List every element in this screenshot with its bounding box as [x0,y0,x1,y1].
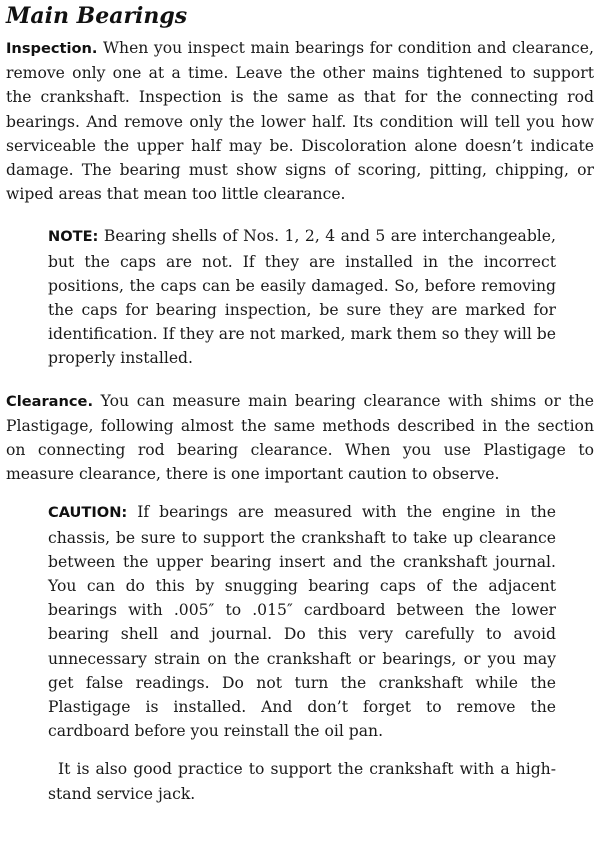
inspection-label: Inspection. [6,40,98,57]
inspection-text: When you inspect main bearings for condition and clearance, remove only one at a time. Leave the other mains tightened to support the crankshaft. Inspection is the same as that for the connecting rod bearings. And remove only the lower half. Its condition will tell you how serviceable the upper half may be. Discoloration alone doesn’t indicate damage. The bearing must show signs of scoring, pitting, chipping, or wiped areas that mean too little clearance. [6,39,594,204]
clearance-paragraph [6,389,594,487]
note-paragraph [48,224,556,370]
note-label: NOTE: [48,228,99,246]
caution-label: CAUTION: [48,504,128,522]
caution-paragraph [48,500,556,743]
clearance-label: Clearance. [6,392,93,410]
inspection-paragraph [6,36,594,206]
closing-paragraph: It is also good practice to support the crankshaft with a high-stand service jack. [48,760,556,803]
clearance-text: You can measure main bearing clearance with shims or the Plastigage, following almost the same methods described in the section on connecting rod bearing clearance. When you use Plastigage to measure clearance, there is one important caution to observe. [6,391,595,484]
caution-text: If bearings are measured with the engine in the chassis, be sure to support the crankshaft to take up clearance between the upper bearing insert and the crankshaft journal. You can do this by snugging bearing caps of the adjacent bearings with .005″ to .015″ cardboard between the lower bearing shell and journal. Do this very carefully to avoid unnecessary strain on the crankshaft or bearings, or you may get false readings. Do not turn the crankshaft while the Plastigage is installed. And don’t forget to remove the cardboard before you reinstall the oil pan. [48,503,556,741]
note-text: Bearing shells of Nos. 1, 2, 4 and 5 are interchangeable, but the caps are not. If they are installed in the incorrect positions, the caps can be easily damaged. So, before removing the caps for bearing inspection, be sure they are marked for identification. If they are not marked, mark them so they will be properly installed. [48,227,556,368]
section-title: Main Bearings [6,3,188,29]
